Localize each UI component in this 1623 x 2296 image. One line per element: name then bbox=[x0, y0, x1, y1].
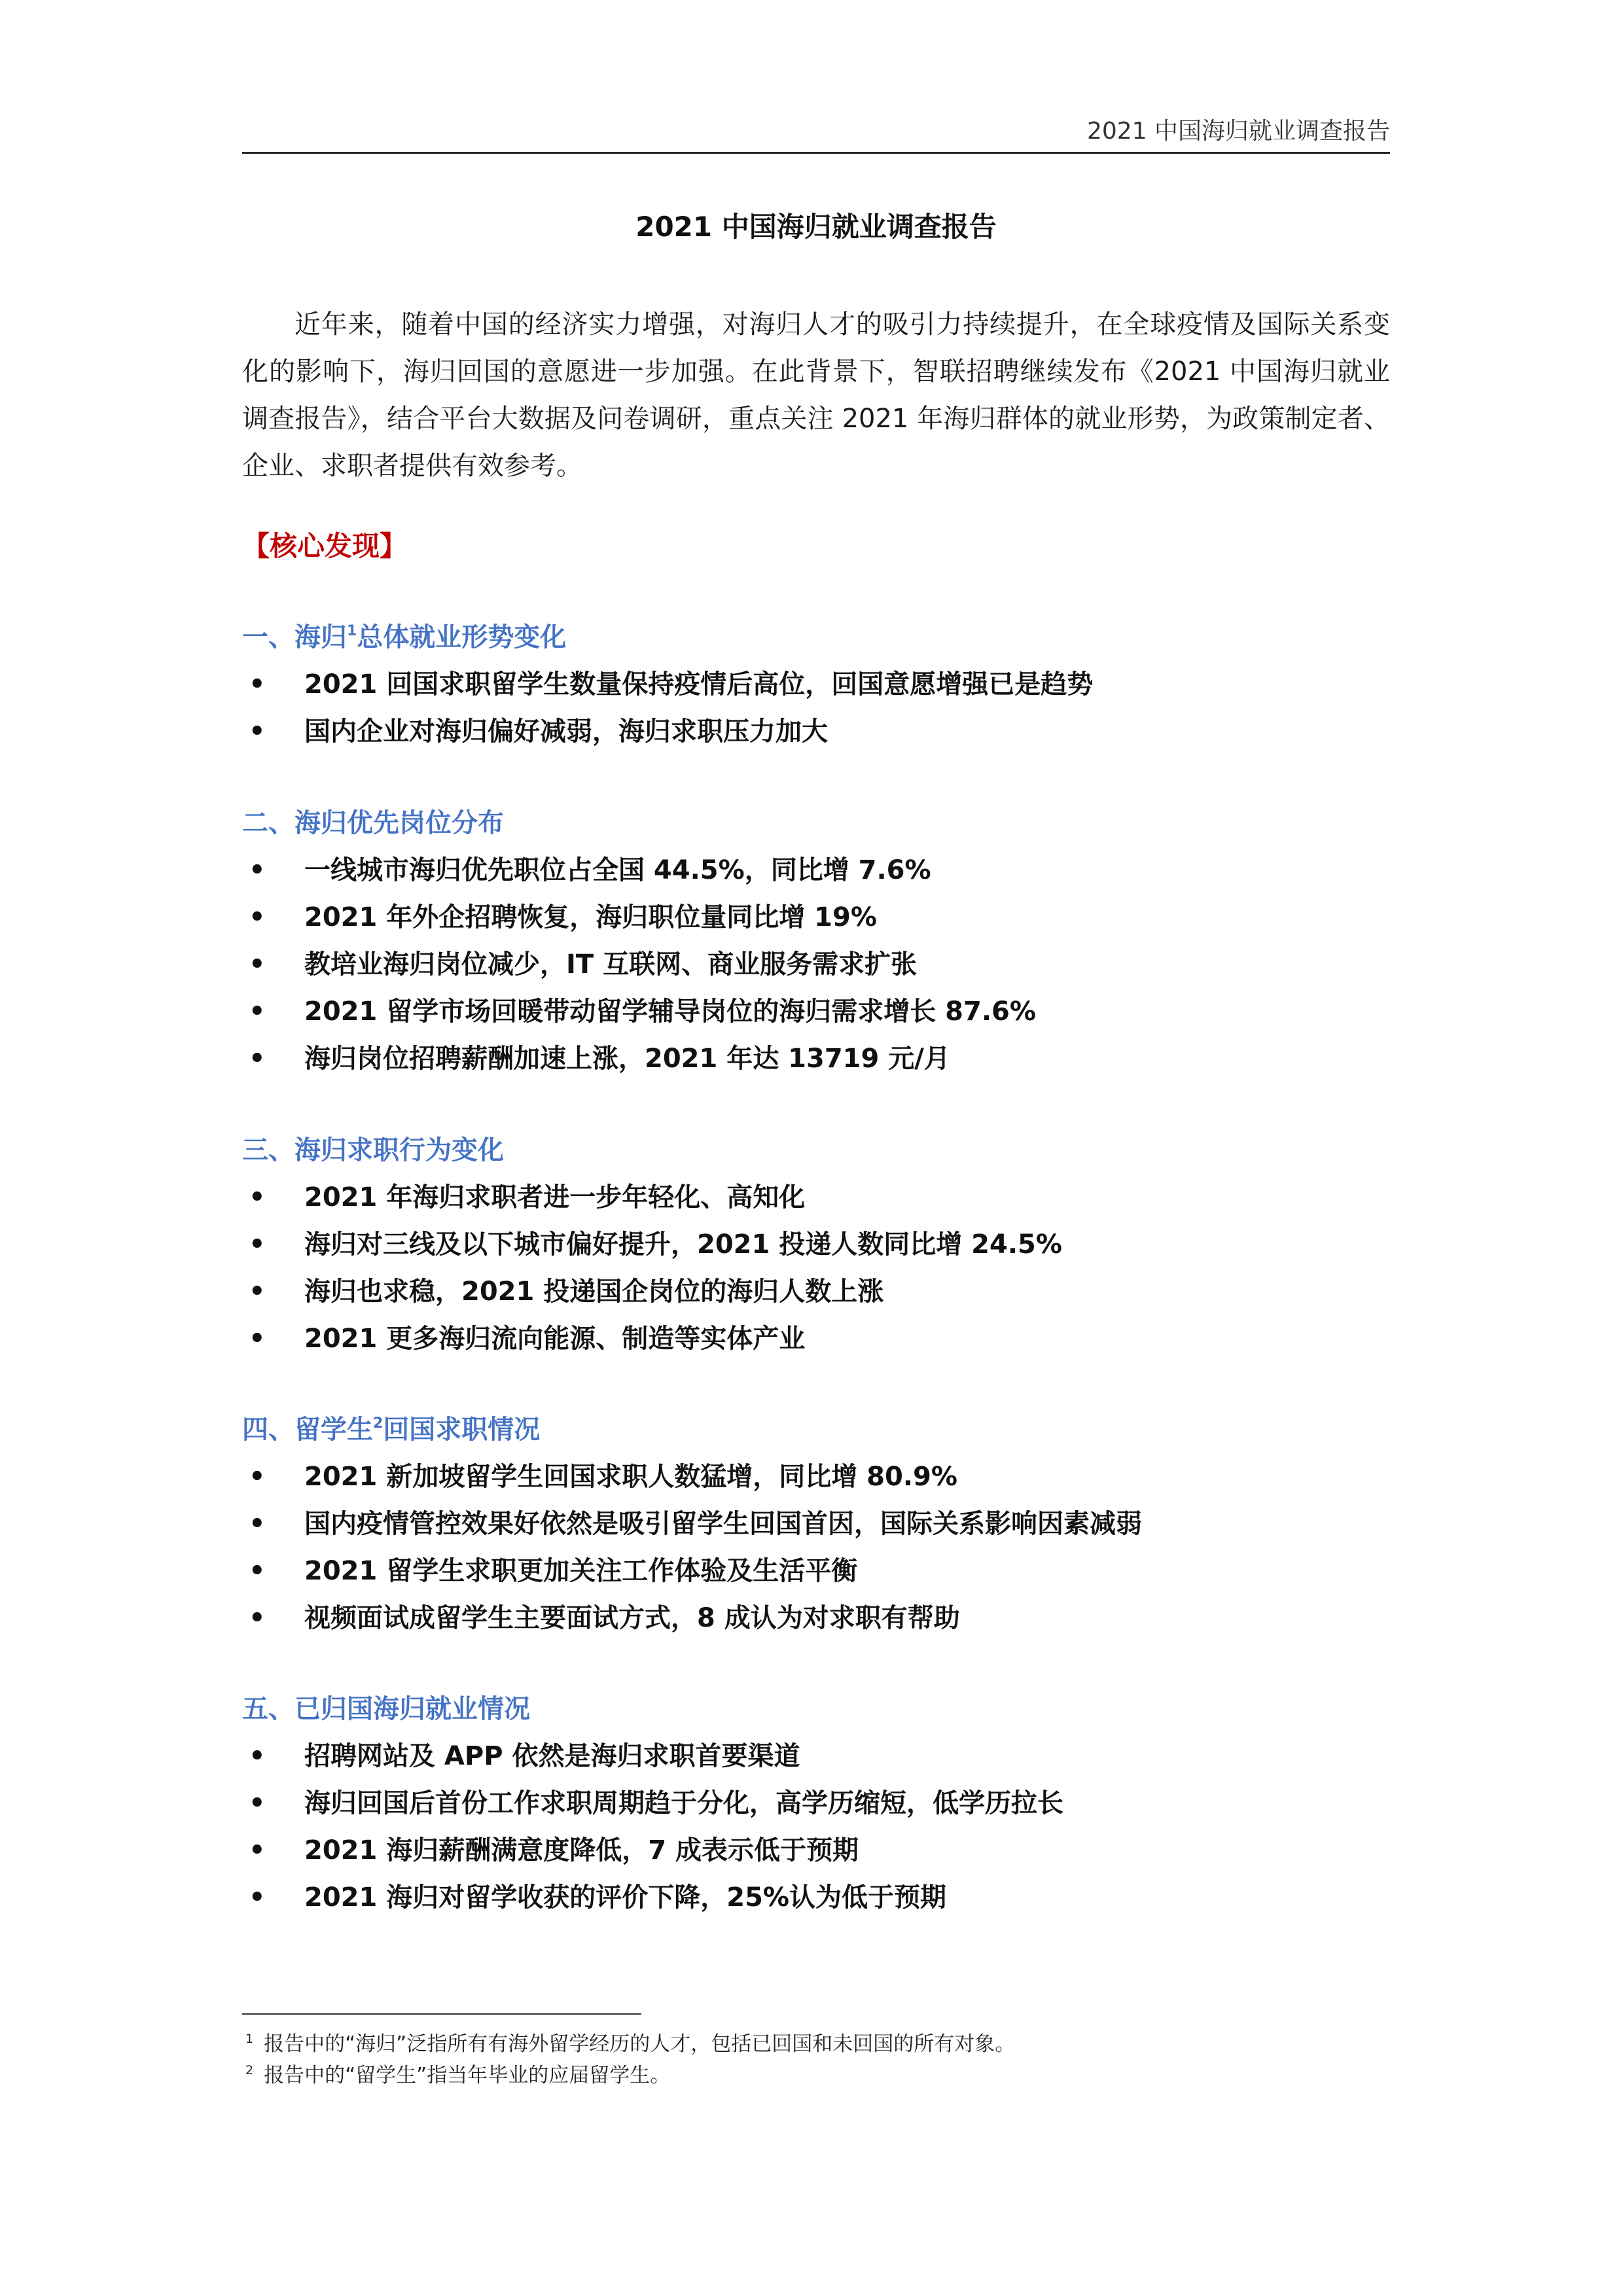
bullet-icon: • bbox=[249, 1182, 266, 1212]
running-header: 2021 中国海归就业调查报告 bbox=[1086, 118, 1390, 145]
list-item-text: 2021 海归对留学收获的评价下降，25%认为低于预期 bbox=[304, 1882, 946, 1913]
list-item bbox=[242, 1268, 1390, 1315]
list-item-text: 2021 更多海归流向能源、制造等实体产业 bbox=[304, 1324, 806, 1354]
list-item-text: 招聘网站及 APP 依然是海归求职首要渠道 bbox=[304, 1741, 800, 1771]
bullet-icon: • bbox=[249, 1509, 266, 1539]
section-job-search-behavior bbox=[242, 1127, 1390, 1362]
bullet-icon: • bbox=[249, 1835, 266, 1865]
bullet-icon: • bbox=[249, 1229, 266, 1260]
document-title: 2021 中国海归就业调查报告 bbox=[635, 211, 997, 243]
bullet-icon: • bbox=[249, 997, 266, 1027]
section-students-returning bbox=[242, 1406, 1390, 1642]
bullet-icon: • bbox=[249, 1462, 266, 1492]
section-heading: 二、海归优先岗位分布 bbox=[242, 808, 504, 838]
bullet-icon: • bbox=[249, 669, 266, 699]
key-findings-label: 【核心发现】 bbox=[242, 530, 408, 562]
bullet-icon: • bbox=[249, 1882, 266, 1913]
list-item-text: 2021 留学市场回暖带动留学辅导岗位的海归需求增长 87.6% bbox=[304, 997, 1036, 1027]
list-item bbox=[242, 708, 1390, 755]
list-item bbox=[242, 941, 1390, 988]
list-item-text: 海归岗位招聘薪酬加速上涨，2021 年达 13719 元/月 bbox=[304, 1044, 950, 1074]
footnote-ref: 2 bbox=[373, 1415, 383, 1432]
list-item bbox=[242, 1221, 1390, 1268]
bullet-icon: • bbox=[249, 1556, 266, 1586]
bullet-icon: • bbox=[249, 1044, 266, 1074]
bullet-icon: • bbox=[249, 902, 266, 932]
footnote-rule bbox=[242, 2013, 641, 2015]
list-item bbox=[242, 1500, 1390, 1547]
list-item-text: 海归对三线及以下城市偏好提升，2021 投递人数同比增 24.5% bbox=[304, 1229, 1062, 1260]
footnote-mark: 1 bbox=[245, 2032, 254, 2046]
section-heading-text: 四、留学生 bbox=[242, 1415, 373, 1445]
bullet-list bbox=[242, 1453, 1390, 1642]
list-item bbox=[242, 1827, 1390, 1874]
list-item-text: 2021 留学生求职更加关注工作体验及生活平衡 bbox=[304, 1556, 858, 1586]
section-overall-employment bbox=[242, 614, 1390, 755]
list-item-text: 视频面试成留学生主要面试方式，8 成认为对求职有帮助 bbox=[304, 1603, 960, 1633]
footnote-text: 报告中的“留学生”指当年毕业的应届留学生。 bbox=[264, 2064, 671, 2087]
list-item-text: 教培业海归岗位减少，IT 互联网、商业服务需求扩张 bbox=[304, 949, 918, 980]
header-rule bbox=[242, 152, 1390, 154]
list-item bbox=[242, 1595, 1390, 1642]
bullet-icon: • bbox=[249, 855, 266, 885]
bullet-icon: • bbox=[249, 1324, 266, 1354]
bullet-icon: • bbox=[249, 1277, 266, 1307]
list-item-text: 国内企业对海归偏好减弱，海归求职压力加大 bbox=[304, 716, 828, 747]
list-item bbox=[242, 1547, 1390, 1595]
list-item bbox=[242, 1780, 1390, 1827]
bullet-list bbox=[242, 661, 1390, 755]
section-heading: 五、已归国海归就业情况 bbox=[242, 1694, 530, 1724]
list-item bbox=[242, 988, 1390, 1035]
section-heading: 三、海归求职行为变化 bbox=[242, 1135, 504, 1165]
list-item bbox=[242, 1733, 1390, 1780]
intro-paragraph: 近年来，随着中国的经济实力增强，对海归人才的吸引力持续提升，在全球疫情及国际关系变化的影响下，海归回国的意愿进一步加强。在此背景下，智联招聘继续发布《2021 中国海归就业调查报告》，结合平台大数据及问卷调研，重点关注 2021 年海归群体的就业形势，为政策制定者、企业、求职者提供有效参考。 bbox=[242, 309, 1390, 481]
list-item-text: 海归回国后首份工作求职周期趋于分化，高学历缩短，低学历拉长 bbox=[304, 1788, 1063, 1818]
list-item bbox=[242, 1315, 1390, 1362]
bullet-list bbox=[242, 1733, 1390, 1921]
section-heading-text: 回国求职情况 bbox=[383, 1415, 541, 1445]
bullet-icon: • bbox=[249, 1741, 266, 1771]
section-heading-text: 总体就业形势变化 bbox=[357, 622, 567, 652]
list-item bbox=[242, 1874, 1390, 1921]
bullet-icon: • bbox=[249, 949, 266, 980]
list-item bbox=[242, 847, 1390, 894]
bullet-icon: • bbox=[249, 1603, 266, 1633]
list-item bbox=[242, 1035, 1390, 1082]
section-heading bbox=[242, 1406, 1390, 1453]
footnote bbox=[245, 2060, 1015, 2091]
footnote-text: 报告中的“海归”泛指所有有海外留学经历的人才，包括已回国和未回国的所有对象。 bbox=[264, 2032, 1016, 2056]
list-item-text: 2021 年外企招聘恢复，海归职位量同比增 19% bbox=[304, 902, 877, 932]
list-item bbox=[242, 661, 1390, 708]
list-item-text: 一线城市海归优先职位占全国 44.5%，同比增 7.6% bbox=[304, 855, 931, 885]
section-returned-employment bbox=[242, 1686, 1390, 1921]
list-item-text: 海归也求稳，2021 投递国企岗位的海归人数上涨 bbox=[304, 1277, 884, 1307]
list-item bbox=[242, 1174, 1390, 1221]
footnotes bbox=[245, 2028, 1015, 2091]
bullet-icon: • bbox=[249, 1788, 266, 1818]
list-item bbox=[242, 1453, 1390, 1500]
footnote-mark: 2 bbox=[245, 2063, 254, 2077]
section-priority-positions bbox=[242, 800, 1390, 1082]
bullet-icon: • bbox=[249, 716, 266, 747]
footnote-ref: 1 bbox=[347, 623, 357, 639]
bullet-list bbox=[242, 847, 1390, 1082]
section-heading-text: 一、海归 bbox=[242, 622, 347, 652]
bullet-list bbox=[242, 1174, 1390, 1362]
section-heading bbox=[242, 614, 1390, 661]
footnote bbox=[245, 2028, 1015, 2060]
list-item bbox=[242, 894, 1390, 941]
list-item-text: 2021 海归薪酬满意度降低，7 成表示低于预期 bbox=[304, 1835, 859, 1865]
list-item-text: 2021 回国求职留学生数量保持疫情后高位，回国意愿增强已是趋势 bbox=[304, 669, 1094, 699]
list-item-text: 2021 新加坡留学生回国求职人数猛增，同比增 80.9% bbox=[304, 1462, 957, 1492]
list-item-text: 国内疫情管控效果好依然是吸引留学生回国首因，国际关系影响因素减弱 bbox=[304, 1509, 1142, 1539]
list-item-text: 2021 年海归求职者进一步年轻化、高知化 bbox=[304, 1182, 806, 1212]
